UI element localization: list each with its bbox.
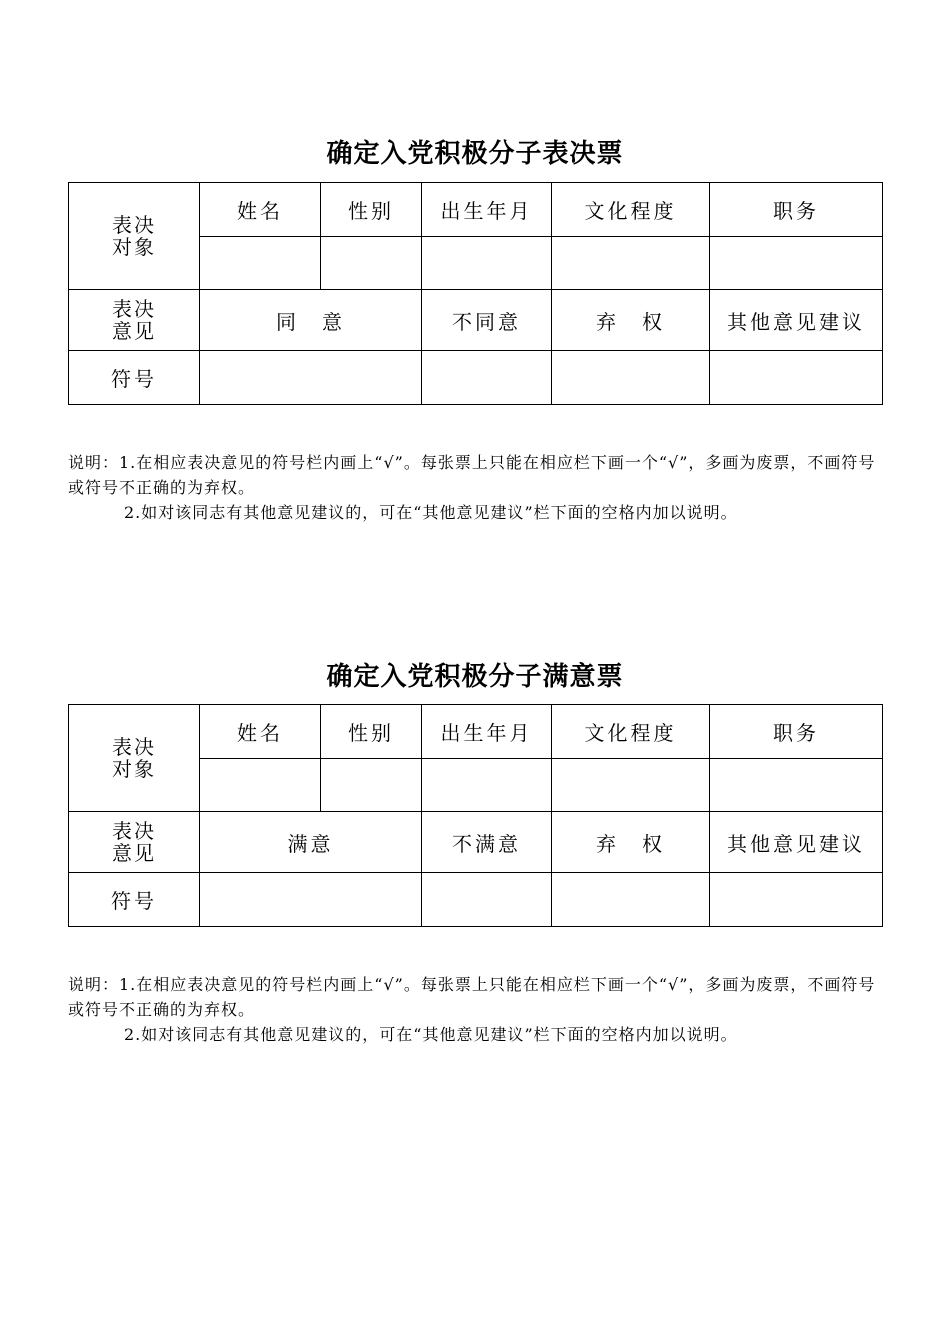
header-birth-month: 出生年月	[422, 705, 552, 759]
name-cell[interactable]	[200, 237, 321, 290]
birth-month-cell[interactable]	[422, 759, 552, 812]
instruction-2: 2.如对该同志有其他意见建议的，可在“其他意见建议”栏下面的空格内加以说明。	[124, 1025, 738, 1044]
symbol-label: 符号	[69, 351, 200, 405]
header-name: 姓名	[200, 183, 321, 237]
header-education: 文化程度	[552, 705, 710, 759]
header-education: 文化程度	[552, 183, 710, 237]
header-gender: 性别	[321, 183, 422, 237]
instructions	[68, 450, 884, 525]
header-position: 职务	[710, 705, 883, 759]
subject-label: 表决 对象	[69, 705, 200, 812]
option-abstain: 弃 权	[552, 812, 710, 873]
position-cell[interactable]	[710, 759, 883, 812]
subject-label: 表决 对象	[69, 183, 200, 290]
option-other: 其他意见建议	[710, 290, 883, 351]
position-cell[interactable]	[710, 237, 883, 290]
other-symbol-cell[interactable]	[710, 351, 883, 405]
gender-cell[interactable]	[321, 237, 422, 290]
option-abstain: 弃 权	[552, 290, 710, 351]
name-cell[interactable]	[200, 759, 321, 812]
satisfied-symbol-cell[interactable]	[200, 873, 422, 927]
header-name: 姓名	[200, 705, 321, 759]
education-cell[interactable]	[552, 759, 710, 812]
opinion-label: 表决 意见	[69, 812, 200, 873]
instruction-1: 说明：1.在相应表决意见的符号栏内画上“√”。每张票上只能在相应栏下画一个“√”，多画为废票，不画符号或符号不正确的为弃权。	[68, 453, 876, 497]
abstain-symbol-cell[interactable]	[552, 873, 710, 927]
option-other: 其他意见建议	[710, 812, 883, 873]
option-disagree: 不同意	[422, 290, 552, 351]
satisfaction-ballot-table	[68, 704, 883, 927]
abstain-symbol-cell[interactable]	[552, 351, 710, 405]
option-unsatisfied: 不满意	[422, 812, 552, 873]
opinion-label: 表决 意见	[69, 290, 200, 351]
instruction-1: 说明：1.在相应表决意见的符号栏内画上“√”。每张票上只能在相应栏下画一个“√”，多画为废票，不画符号或符号不正确的为弃权。	[68, 975, 876, 1019]
unsatisfied-symbol-cell[interactable]	[422, 873, 552, 927]
instructions	[68, 972, 884, 1047]
ballot-title: 确定入党积极分子满意票	[326, 662, 624, 692]
other-symbol-cell[interactable]	[710, 873, 883, 927]
header-position: 职务	[710, 183, 883, 237]
agree-symbol-cell[interactable]	[200, 351, 422, 405]
instruction-2: 2.如对该同志有其他意见建议的，可在“其他意见建议”栏下面的空格内加以说明。	[124, 503, 738, 522]
education-cell[interactable]	[552, 237, 710, 290]
vote-ballot-table	[68, 182, 883, 405]
header-birth-month: 出生年月	[422, 183, 552, 237]
symbol-label: 符号	[69, 873, 200, 927]
header-gender: 性别	[321, 705, 422, 759]
option-agree: 同 意	[200, 290, 422, 351]
option-satisfied: 满意	[200, 812, 422, 873]
ballot-title: 确定入党积极分子表决票	[326, 139, 624, 169]
gender-cell[interactable]	[321, 759, 422, 812]
disagree-symbol-cell[interactable]	[422, 351, 552, 405]
birth-month-cell[interactable]	[422, 237, 552, 290]
